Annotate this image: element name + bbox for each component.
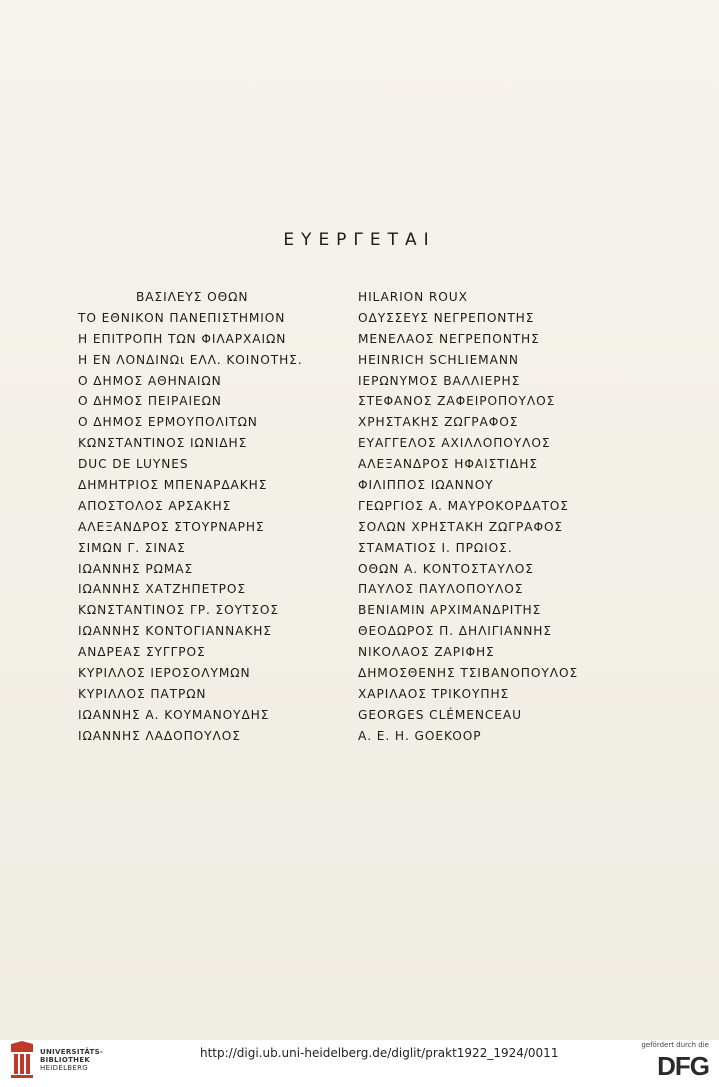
right-name-17: ΘΕΟΔΩΡΟΣ Π. ΔΗΛΙΓΙΑΝΝΗΣ	[358, 624, 552, 639]
right-name-8: ΕΥΑΓΓΕΛΟΣ ΑΧΙΛΛΟΠΟΥΛΟΣ	[358, 436, 551, 451]
left-name-1: ΒΑΣΙΛΕΥΣ ΟΘΩΝ	[136, 290, 249, 304]
right-name-6: ΣΤΕΦΑΝΟΣ ΖΑΦΕΙΡΟΠΟΥΛΟΣ	[358, 394, 556, 409]
right-name-16: ΒΕΝΙΑΜΙΝ ΑΡΧΙΜΑΝΔΡΙΤΗΣ	[358, 603, 542, 618]
left-name-2: ΤΟ ΕΘΝΙΚΟΝ ΠΑΝΕΠΙΣΤΗΜΙΟΝ	[78, 310, 286, 325]
university-library-logo-icon[interactable]	[8, 1040, 36, 1080]
left-name-19: ΚΥΡΙΛΛΟΣ ΙΕΡΟΣΟΛΥΜΩΝ	[78, 666, 251, 681]
left-name-20: ΚΥΡΙΛΛΟΣ ΠΑΤΡΩΝ	[78, 686, 207, 701]
right-name-20: ΧΑΡΙΛΑΟΣ ΤΡΙΚΟΥΠΗΣ	[358, 686, 510, 701]
left-name-13: ΣΙΜΩΝ Γ. ΣΙΝΑΣ	[78, 540, 186, 555]
left-name-3: Η ΕΠΙΤΡΟΠΗ ΤΩΝ ΦΙΛΑΡΧΑΙΩΝ	[78, 331, 287, 346]
right-name-19: ΔΗΜΟΣΘΕΝΗΣ ΤΣΙΒΑΝΟΠΟΥΛΟΣ	[358, 666, 579, 681]
right-name-3: ΜΕΝΕΛΑΟΣ ΝΕΓΡΕΠΟΝΤΗΣ	[358, 331, 540, 346]
left-name-11: ΑΠΟΣΤΟΛΟΣ ΑΡΣΑΚΗΣ	[78, 498, 232, 513]
left-name-17: ΙΩΑΝΝΗΣ ΚΟΝΤΟΓΙΑΝΝΑΚΗΣ	[78, 624, 272, 639]
right-name-5: ΙΕΡΩΝΥΜΟΣ ΒΑΛΛΙΕΡΗΣ	[358, 373, 521, 388]
left-name-7: Ο ΔΗΜΟΣ ΕΡΜΟΥΠΟΛΙΤΩΝ	[78, 415, 258, 430]
left-name-12: ΑΛΕΞΑΝΔΡΟΣ ΣΤΟΥΡΝΑΡΗΣ	[78, 519, 265, 534]
left-name-16: ΚΩΝΣΤΑΝΤΙΝΟΣ ΓΡ. ΣΟΥΤΣΟΣ	[78, 603, 280, 618]
left-name-14: ΙΩΑΝΝΗΣ ΡΩΜΑΣ	[78, 561, 194, 576]
benefactors-left-column	[78, 287, 348, 747]
library-name-line-1: UNIVERSITÄTS-	[40, 1048, 104, 1056]
left-name-18: ΑΝΔΡΕΑΣ ΣΥΓΓΡΟΣ	[78, 645, 206, 660]
left-name-4: Η ΕΝ ΛΟΝΔΙΝΩι ΕΛΛ. ΚΟΙΝΟΤΗΣ.	[78, 352, 303, 367]
left-name-5: Ο ΔΗΜΟΣ ΑΘΗΝΑΙΩΝ	[78, 373, 222, 388]
left-name-22: ΙΩΑΝΝΗΣ ΛΑΔΟΠΟΥΛΟΣ	[78, 728, 241, 743]
right-name-13: ΣΤΑΜΑΤΙΟΣ Ι. ΠΡΩΙΟΣ.	[358, 540, 513, 555]
dfg-logo[interactable]: DFG	[657, 1051, 709, 1081]
permalink-url[interactable]: http://digi.ub.uni-heidelberg.de/diglit/prakt1922_1924/0011	[200, 1046, 559, 1060]
right-name-18: ΝΙΚΟΛΑΟΣ ΖΑΡΙΦΗΣ	[358, 645, 495, 660]
right-name-14: ΟΘΩΝ Α. ΚΟΝΤΟΣΤΑΥΛΟΣ	[358, 561, 534, 576]
left-name-9: DUC DE LUYNES	[78, 457, 189, 472]
left-name-8: ΚΩΝΣΤΑΝΤΙΝΟΣ ΙΩΝΙΔΗΣ	[78, 436, 248, 451]
funding-note: gefördert durch die	[641, 1041, 709, 1049]
right-name-1: HILARION ROUX	[358, 290, 468, 304]
left-name-15: ΙΩΑΝΝΗΣ ΧΑΤΖΗΠΕΤΡΟΣ	[78, 582, 246, 597]
right-name-7: ΧΡΗΣΤΑΚΗΣ ΖΩΓΡΑΦΟΣ	[358, 415, 519, 430]
library-name-line-3: HEIDELBERG	[40, 1064, 88, 1072]
right-name-9: ΑΛΕΞΑΝΔΡΟΣ ΗΦΑΙΣΤΙΔΗΣ	[358, 457, 538, 472]
right-name-10: ΦΙΛΙΠΠΟΣ ΙΩΑΝΝΟΥ	[358, 478, 494, 493]
benefactors-right-column	[358, 287, 618, 747]
right-name-12: ΣΟΛΩΝ ΧΡΗΣΤΑΚΗ ΖΩΓΡΑΦΟΣ	[358, 519, 564, 534]
library-name[interactable]	[40, 1048, 103, 1072]
right-name-2: ΟΔΥΣΣΕΥΣ ΝΕΓΡΕΠΟΝΤΗΣ	[358, 310, 535, 325]
right-name-11: ΓΕΩΡΓΙΟΣ Α. ΜΑΥΡΟΚΟΡΔΑΤΟΣ	[358, 498, 569, 513]
left-name-21: ΙΩΑΝΝΗΣ Α. ΚΟΥΜΑΝΟΥΔΗΣ	[78, 707, 270, 722]
page-title: ΕΥΕΡΓΕΤΑΙ	[283, 230, 436, 250]
left-name-6: Ο ΔΗΜΟΣ ΠΕΙΡΑΙΕΩΝ	[78, 394, 222, 409]
right-name-21: GEORGES CLÉMENCEAU	[358, 707, 522, 722]
library-name-line-2: BIBLIOTHEK	[40, 1056, 91, 1064]
right-name-22: Α. Ε. Η. GOEKOOP	[358, 728, 482, 743]
left-name-10: ΔΗΜΗΤΡΙΟΣ ΜΠΕΝΑΡΔΑΚΗΣ	[78, 478, 268, 493]
right-name-4: HEINRICH SCHLIEMANN	[358, 352, 519, 367]
right-name-15: ΠΑΥΛΟΣ ΠΑΥΛΟΠΟΥΛΟΣ	[358, 582, 524, 597]
